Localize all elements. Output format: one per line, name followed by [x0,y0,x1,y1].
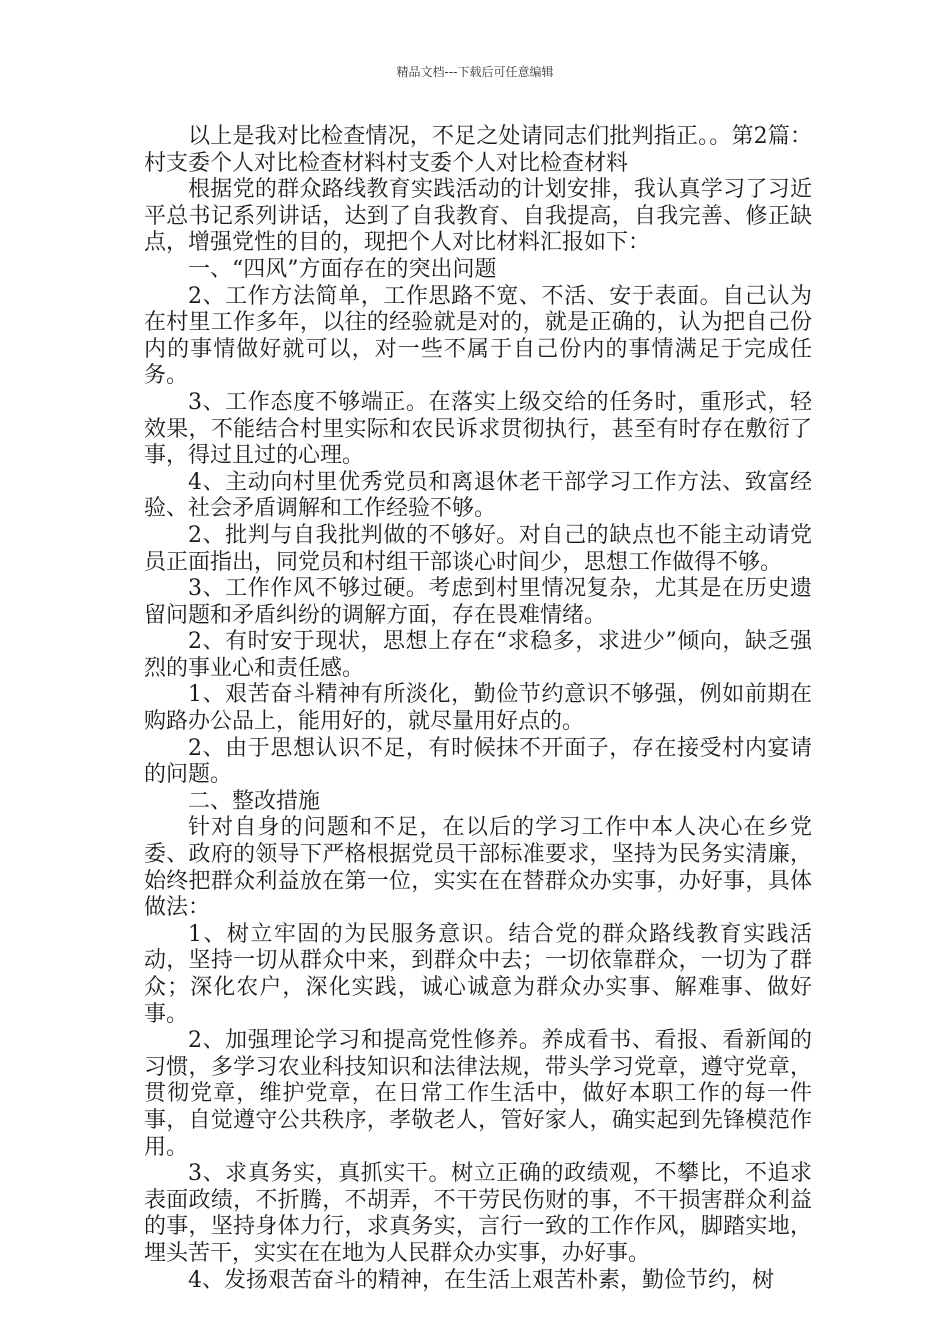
paragraph: 1、艰苦奋斗精神有所淡化，勤俭节约意识不够强，例如前期在购路办公品上，能用好的，就尽量用好点的。 [144,682,812,735]
paragraph: 4、主动向村里优秀党员和离退休老干部学习工作方法、致富经验、社会矛盾调解和工作经验不够。 [144,469,812,522]
paragraph: 2、批判与自我批判做的不够好。对自己的缺点也不能主动请党员正面指出，同党员和村组干部谈心时间少，思想工作做得不够。 [144,522,812,575]
section-heading: 一、“四风”方面存在的突出问题 [188,256,497,282]
paragraph: 3、工作作风不够过硬。考虑到村里情况复杂，尤其是在历史遗留问题和矛盾纠纷的调解方面，存在畏难情绪。 [144,576,812,628]
document-body [144,124,812,1294]
paragraph: 3、工作态度不够端正。在落实上级交给的任务时，重形式，轻效果，不能结合村里实际和农民诉求贯彻执行，甚至有时存在敷衍了事，得过且过的心理。 [144,389,812,469]
paragraph: 根据党的群众路线教育实践活动的计划安排，我认真学习了习近平总书记系列讲话，达到了自我教育、自我提高，自我完善、修正缺点，增强党性的目的，现把个人对比材料汇报如下： [144,177,812,256]
paragraph: 2、由于思想认识不足，有时候抹不开面子，存在接受村内宴请的问题。 [144,735,812,788]
page-header: 精品文档---下载后可任意编辑 [396,65,554,79]
paragraph: 针对自身的问题和不足，在以后的学习工作中本人决心在乡党委、政府的领导下严格根据党员干部标准要求，坚持为民务实清廉，始终把群众利益放在第一位，实实在在替群众办实事，办好事，具体做法： [144,815,812,921]
section-heading: 二、整改措施 [188,788,321,814]
paragraph: 2、有时安于现状，思想上存在“求稳多，求进少”倾向，缺乏强烈的事业心和责任感。 [144,629,812,681]
paragraph: 以上是我对比检查情况，不足之处请同志们批判指正。。第2篇：村支委个人对比检查材料村支委个人对比检查材料 [144,124,812,176]
paragraph: 2、工作方法简单，工作思路不宽、不活、安于表面。自己认为在村里工作多年，以往的经验就是对的，就是正确的，认为把自己份内的事情做好就可以，对一些不属于自己份内的事情满足于完成任务。 [144,283,812,389]
paragraph: 2、加强理论学习和提高党性修养。养成看书、看报、看新闻的习惯，多学习农业科技知识和法律法规，带头学习党章，遵守党章，贯彻党章，维护党章，在日常工作生活中，做好本职工作的每一件事，自觉遵守公共秩序，孝敬老人，管好家人，确实起到先锋模范作用。 [144,1028,812,1160]
paragraph: 4、发扬艰苦奋斗的精神，在生活上艰苦朴素，勤俭节约，树 [188,1267,774,1293]
paragraph: 3、求真务实，真抓实干。树立正确的政绩观，不攀比，不追求表面政绩，不折腾，不胡弄，不干劳民伤财的事，不干损害群众利益的事，坚持身体力行，求真务实，言行一致的工作作风，脚踏实地，埋头苦干，实实在在地为人民群众办实事，办好事。 [144,1161,812,1266]
paragraph: 1、树立牢固的为民服务意识。结合党的群众路线教育实践活动，坚持一切从群众中来，到群众中去；一切依靠群众，一切为了群众；深化农户，深化实践，诚心诚意为群众办实事、解难事、做好事。 [144,921,812,1027]
